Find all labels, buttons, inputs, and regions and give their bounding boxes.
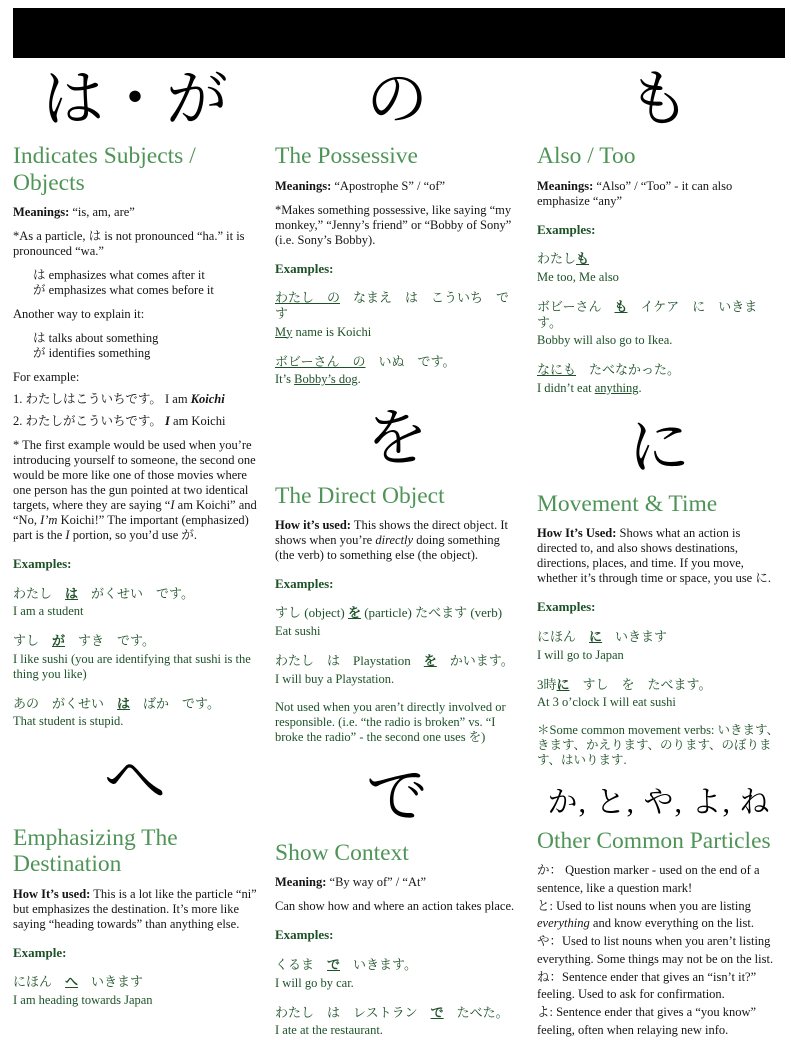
text-segment: . [638, 380, 642, 395]
text-line [275, 1005, 519, 1021]
text-line [13, 993, 257, 1008]
text-segment: Meanings: [537, 178, 594, 193]
text-segment: Examples: [275, 260, 334, 276]
big-characters-ka-to-ya-yo-ne: か, と, や, よ, ね [547, 786, 771, 820]
text-line [537, 648, 781, 663]
text-line [537, 333, 781, 348]
section-mo [537, 66, 781, 396]
text-segment: Eat sushi [275, 624, 321, 639]
text-segment: Meaning: [275, 875, 327, 890]
text-line [275, 261, 519, 277]
text-segment: Bobby will also go to Ikea. [537, 333, 673, 348]
section-wo [275, 405, 519, 745]
text-segment: name is Koichi [292, 324, 372, 339]
text-line [13, 604, 257, 619]
text-line [537, 381, 781, 396]
text-segment: も [614, 298, 628, 314]
section-content-he [13, 887, 257, 1008]
text-segment: は [65, 585, 79, 601]
text-segment: This shows the direct object. It shows when you’re [275, 517, 508, 547]
text-line [537, 677, 781, 693]
text-line [537, 969, 781, 1005]
text-segment: doing something (the verb) to something else (the object). [275, 532, 500, 562]
section-ni [537, 414, 781, 769]
text-line [275, 957, 519, 973]
text-segment: “is, am, are” [69, 205, 135, 220]
text-segment: かいます。 [436, 653, 514, 669]
text-segment: It’s [275, 372, 295, 387]
text-segment: わたし は レストラン [275, 1004, 431, 1020]
text-segment: Not used when you aren’t directly involved or responsible. (i.e. “the radio is broken” vs. “I broke the radio” - the second one uses を) [275, 699, 506, 744]
text-segment: I ate at the restaurant. [275, 1023, 383, 1038]
text-line [275, 518, 519, 563]
text-segment: わたし は Playstation [275, 653, 424, 669]
text-line [275, 576, 519, 592]
text-segment: 1. わたしはこういちです。 I am [13, 392, 191, 407]
text-segment: すし [13, 633, 53, 649]
text-segment: にほん [537, 629, 590, 645]
text-line [13, 652, 257, 682]
text-segment: 3時 [537, 676, 557, 692]
section-title-he: Emphasizing The Destination [13, 824, 178, 878]
section-content-de [275, 875, 519, 1038]
text-segment: は emphasizes what comes after it [33, 268, 205, 283]
text-segment: に [589, 629, 603, 645]
text-segment: ボビーさん の [275, 353, 366, 369]
text-segment: Another way to explain it: [13, 307, 145, 322]
text-segment: I [65, 528, 70, 543]
text-segment: ボビーさん [537, 298, 615, 314]
text-segment: Koichi [190, 392, 225, 407]
text-segment: 2. わたしがこういちです。 [13, 414, 166, 429]
text-segment: を [347, 605, 361, 621]
column-3 [537, 62, 781, 1040]
text-line [13, 438, 257, 543]
text-segment: Examples: [275, 575, 334, 591]
text-segment: いきます。 [340, 957, 417, 972]
section-content-mo [537, 179, 781, 396]
section-other-particles [537, 786, 781, 1039]
text-segment: も [576, 251, 590, 267]
big-character-mo: も [627, 66, 690, 134]
text-line [275, 325, 519, 340]
particles-sheet [0, 62, 791, 1040]
text-segment: Examples: [275, 927, 334, 943]
text-line [13, 945, 257, 961]
section-content-ha-ga [13, 205, 257, 729]
text-line [13, 586, 257, 602]
text-segment: How It’s Used: [537, 526, 617, 541]
text-line [537, 599, 781, 615]
text-segment: イケア に いきます。 [537, 298, 758, 330]
section-title-mo: Also / Too [537, 143, 636, 170]
text-segment: よ: Sentence ender that gives a “you know” feeling, often when relaying new info. [537, 1005, 757, 1037]
section-content-no [275, 179, 519, 387]
text-segment: わたし [537, 251, 577, 267]
text-segment: “Also” / “Too” - it can also emphasize “any” [537, 178, 733, 208]
text-segment: (particle) たべます (verb) [360, 605, 503, 621]
text-line [275, 976, 519, 991]
text-line [275, 290, 519, 321]
section-title-wo: The Direct Object [275, 482, 445, 509]
text-line [13, 370, 257, 385]
big-character-ha-ga: は・が [41, 66, 228, 134]
text-line [275, 624, 519, 639]
text-line [537, 270, 781, 285]
text-line [275, 605, 519, 621]
text-line [275, 354, 519, 370]
text-line [275, 653, 519, 669]
text-line [537, 695, 781, 710]
section-title-de: Show Context [275, 840, 409, 867]
text-segment: directly [375, 532, 414, 547]
text-segment: I like sushi (you are identifying that sushi is the thing you like) [13, 651, 251, 681]
text-segment: ね：Sentence ender that gives an “isn’t it?” feeling. Used to ask for confirmation. [537, 969, 757, 1002]
text-segment: たべなかった。 [576, 362, 681, 378]
text-segment: I am a student [13, 604, 84, 619]
big-character-no: の [365, 66, 428, 134]
text-line [537, 222, 781, 238]
text-segment: everything [537, 916, 590, 931]
text-segment: なまえ は こういち です [275, 290, 510, 321]
big-character-wo: を [365, 405, 428, 474]
text-line [275, 899, 519, 914]
text-segment: Meanings: [275, 178, 332, 193]
text-segment: I [170, 498, 175, 513]
text-line [275, 927, 519, 943]
section-title-no: The Possessive [275, 143, 418, 170]
text-segment: が [52, 633, 66, 649]
section-content-other-particles [537, 862, 781, 1040]
column-1 [13, 62, 257, 1040]
text-segment: に [556, 676, 570, 692]
text-segment: I didn’t eat [537, 380, 595, 395]
text-line [13, 887, 257, 932]
text-segment: I [165, 414, 170, 429]
text-line [13, 205, 257, 220]
text-segment: “Apostrophe S” / “of” [331, 178, 446, 193]
text-segment: へ [65, 974, 79, 990]
text-line [13, 633, 257, 649]
text-segment: How it’s used: [275, 517, 351, 532]
big-character-he: へ [103, 747, 166, 816]
text-line [13, 307, 257, 322]
text-segment: That student is stupid. [13, 714, 124, 729]
text-segment: がくせい です。 [78, 585, 194, 601]
text-segment: くるま [275, 957, 328, 972]
text-segment: I will go by car. [275, 975, 354, 990]
section-no [275, 66, 519, 387]
text-segment: Can show how and where an action takes place. [275, 899, 515, 914]
text-segment: で [430, 1004, 444, 1020]
text-segment: にほん [13, 974, 66, 990]
text-segment: I’m [40, 513, 58, 528]
text-segment: I will go to Japan [537, 647, 624, 662]
text-line [537, 723, 781, 768]
text-segment: わたし の [275, 290, 341, 306]
column-2 [275, 62, 519, 1040]
text-segment: and know everything on the list. [589, 916, 754, 931]
text-segment: *As a particle, は is not pronounced “ha.” it is pronounced “wa.” [13, 229, 245, 259]
text-line [537, 933, 781, 969]
text-line [537, 898, 781, 934]
top-black-banner [13, 8, 785, 58]
text-line [275, 672, 519, 687]
section-title-ha-ga: Indicates Subjects / Objects [13, 143, 196, 196]
text-segment: Koichi!” The important (emphasized) part is the [13, 513, 249, 543]
text-line [537, 526, 781, 586]
text-line [13, 229, 257, 259]
big-character-de: で [365, 762, 428, 831]
text-line [13, 556, 257, 572]
text-segment: Examples: [537, 599, 596, 615]
text-segment: を [423, 653, 437, 669]
text-line [275, 372, 519, 387]
text-line [537, 179, 781, 209]
text-segment: は talks about something [33, 331, 159, 346]
text-segment: anything [594, 380, 639, 395]
text-line [537, 862, 781, 898]
text-segment: am Koichi [169, 414, 226, 429]
text-line [537, 251, 781, 267]
text-line [537, 629, 781, 645]
text-segment: . [357, 372, 361, 387]
text-line [537, 299, 781, 330]
text-segment: Me too, Me also [537, 269, 619, 284]
section-de [275, 763, 519, 1039]
text-segment: いぬ です。 [365, 353, 456, 369]
text-segment: For example: [13, 370, 80, 385]
text-line [13, 268, 257, 283]
text-segment: いきます [78, 974, 144, 990]
text-line [537, 362, 781, 378]
text-line [13, 414, 257, 429]
text-line [13, 331, 257, 346]
text-line [275, 179, 519, 194]
text-segment: “By way of” / “At” [326, 875, 427, 890]
text-segment: My [275, 324, 293, 339]
text-line [275, 875, 519, 890]
text-line [275, 700, 519, 745]
text-segment: で [327, 957, 341, 972]
text-segment: が identifies something [33, 346, 151, 361]
text-segment: This is a lot like the particle “ni” but emphasizes the destination. It’s more like saying “heading towards” than anything else. [13, 886, 257, 931]
text-segment: Shows what an action is directed to, and also shows destinations, directions, places, and time. If you move, whether it’s through time or space, you use に. [537, 526, 771, 586]
text-segment: am Koichi” and “No, [13, 498, 257, 528]
text-line [13, 283, 257, 298]
text-segment: I will buy a Playstation. [275, 671, 395, 686]
text-segment: が emphasizes what comes before it [33, 283, 214, 298]
text-line [275, 1023, 519, 1038]
text-segment: ばか です。 [130, 695, 220, 711]
text-line [537, 1004, 781, 1040]
text-line [13, 974, 257, 990]
text-segment: Examples: [537, 221, 596, 237]
text-segment: や：Used to list nouns when you aren’t listing everything. Some things may not be on the list. [537, 934, 774, 966]
section-content-ni [537, 526, 781, 768]
text-segment: すき です。 [65, 633, 155, 649]
text-segment: ＊Some common movement verbs: いきます、きます、かえります、のります、のぼります、はいります. [537, 723, 780, 768]
text-line [13, 696, 257, 712]
text-segment: と: Used to list nouns when you are listing [537, 898, 751, 913]
text-segment: How It’s used: [13, 886, 91, 901]
text-line [13, 714, 257, 729]
text-segment: すし (object) [275, 605, 348, 621]
text-line [275, 203, 519, 248]
text-segment: * The first example would be used when you’re introducing yourself to someone, the second one would be more like one of those movies where one person has the gun pointed at two identical targets, where they are saying “ [13, 438, 256, 513]
text-segment: なにも [537, 362, 577, 378]
text-segment: portion, so you’d use が. [69, 528, 198, 543]
section-ha-ga [13, 66, 257, 729]
big-character-ni: に [627, 413, 690, 482]
section-title-other-particles: Other Common Particles [537, 827, 771, 854]
text-segment: Meanings: [13, 205, 70, 220]
text-segment: は [117, 695, 131, 711]
text-segment: わたし [13, 585, 66, 601]
text-segment: いきます [602, 629, 668, 645]
text-line [13, 346, 257, 361]
text-segment: Example: [13, 944, 67, 960]
text-segment: I am heading towards Japan [13, 992, 153, 1007]
section-content-wo [275, 518, 519, 745]
text-segment: か： Question marker - used on the end of a sentence, like a question mark! [537, 863, 760, 895]
text-line [13, 392, 257, 407]
text-segment: すし を たべます。 [569, 676, 712, 692]
text-segment: *Makes something possessive, like saying “my monkey,” “Jenny’s friend” or “Bobby of Sony” (i.e. Sony’s Bobby). [275, 202, 512, 247]
text-segment: たべた。 [443, 1004, 509, 1020]
text-segment: あの がくせい [13, 695, 118, 711]
section-he [13, 747, 257, 1007]
text-segment: At 3 o’clock I will eat sushi [537, 695, 676, 710]
text-segment: Bobby’s dog [294, 372, 358, 387]
section-title-ni: Movement & Time [537, 491, 718, 518]
text-segment: Examples: [13, 556, 72, 572]
